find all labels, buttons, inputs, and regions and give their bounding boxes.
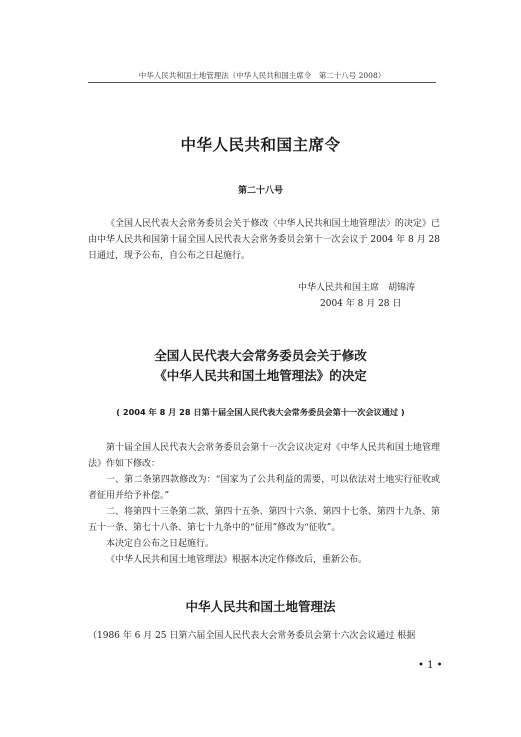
decision-paragraph-1: 第十届全国人民代表大会常务委员会第十一次会议决定对《中华人民共和国土地管理法》作如下修改： [88, 443, 440, 469]
decision-paragraph-5: 《中华人民共和国土地管理法》根据本决定作修改后，重新公布。 [106, 555, 368, 565]
decision-paragraph-4: 本决定自公布之日起施行。 [106, 539, 215, 549]
order-date: 2004 年 8 月 28 日 [320, 299, 402, 309]
decision-paragraph-2: 一、第二条第四款修改为：“国家为了公共利益的需要，可以依法对土地实行征收或者征用并给予补偿。” [88, 475, 440, 501]
header-rule [88, 82, 436, 83]
order-body: 《全国人民代表大会常务委员会关于修改〈中华人民共和国土地管理法〉的决定》已由中华人民共和国第十届全国人民代表大会常务委员会第十一次会议于 2004 年 8 月 28 日通过，现予公布，自公布之日起施行。 [88, 219, 440, 261]
law-intro: （1986 年 6 月 25 日第六届全国人民代表大会常务委员会第十六次会议通过 根据 [88, 631, 416, 641]
running-header: 中华人民共和国土地管理法（中华人民共和国主席令 第二十八号 2008） [138, 71, 386, 80]
law-title: 中华人民共和国土地管理法 [185, 599, 336, 614]
signatory: 中华人民共和国主席 胡锦涛 [298, 283, 416, 293]
order-title: 中华人民共和国主席令 [180, 136, 341, 154]
decision-paragraph-3: 二、将第四十三条第二款、第四十五条、第四十六条、第四十七条、第四十九条、第五十一条、第七十八条、第七十九条中的“征用”修改为“征收”。 [88, 507, 440, 533]
decision-subtitle: ( 2004 年 8 月 28 日第十届全国人民代表大会常务委员会第十一次会议通过 ) [116, 407, 405, 417]
decision-title-line1: 全国人民代表大会常务委员会关于修改 [154, 348, 367, 363]
page-number: • 1 • [418, 660, 443, 671]
order-number: 第二十八号 [237, 186, 283, 196]
decision-title-line2: 《中华人民共和国土地管理法》的决定 [154, 368, 367, 383]
